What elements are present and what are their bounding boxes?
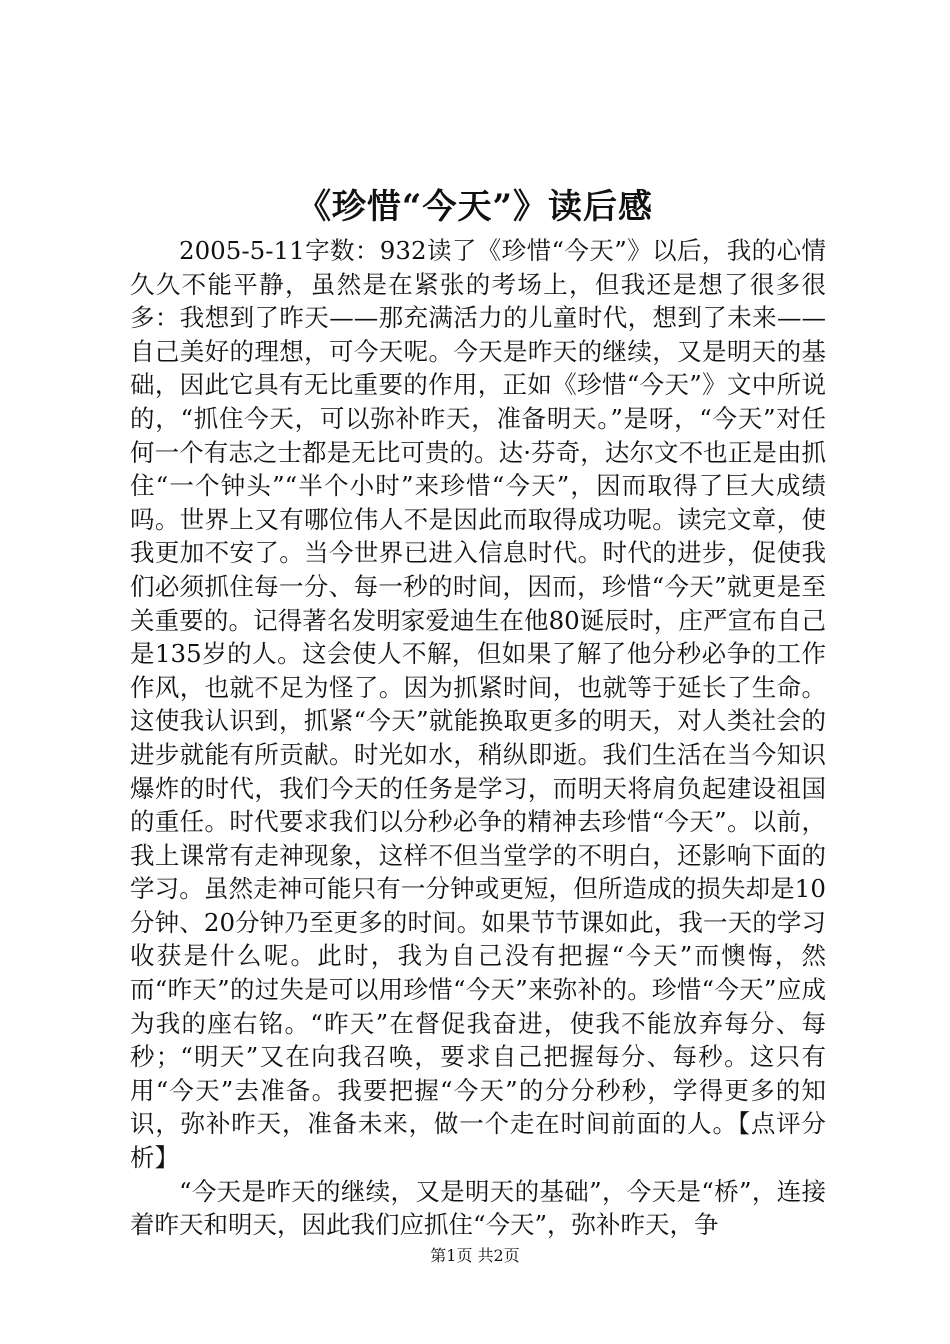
paragraph-2: “今天是昨天的继续，又是明天的基础”，今天是“桥”，连接着昨天和明天，因此我们应抓住“今天”，弥补昨天，争 xyxy=(130,1176,826,1240)
document-title: 《珍惜“今天”》读后感 xyxy=(296,187,654,227)
page-number-footer: 第1页 共2页 xyxy=(430,1246,520,1265)
paragraph-1: 2005-5-11字数：932读了《珍惜“今天”》以后，我的心情久久不能平静，虽然是在紧张的考场上，但我还是想了很多很多：我想到了昨天——那充满活力的儿童时代，想到了未来——自己美好的理想，可今天呢。今天是昨天的继续，又是明天的基础，因此它具有无比重要的作用，正如《珍惜“今天”》文中所说的，“抓住今天，可以弥补昨天，准备明天。”是呀，“今天”对任何一个有志之士都是无比可贵的。达·芬奇，达尔文不也正是由抓住“一个钟头”“半个小时”来珍惜“今天”，因而取得了巨大成绩吗。世界上又有哪位伟人不是因此而取得成功呢。读完文章，使我更加不安了。当今世界已进入信息时代。时代的进步，促使我们必须抓住每一分、每一秒的时间，因而，珍惜“今天”就更是至关重要的。记得著名发明家爱迪生在他80诞辰时，庄严宣布自己是135岁的人。这会使人不解，但如果了解了他分秒必争的工作作风，也就不足为怪了。因为抓紧时间，也就等于延长了生命。这使我认识到，抓紧“今天”就能换取更多的明天，对人类社会的进步就能有所贡献。时光如水，稍纵即逝。我们生活在当今知识爆炸的时代，我们今天的任务是学习，而明天将肩负起建设祖国的重任。时代要求我们以分秒必争的精神去珍惜“今天”。以前，我上课常有走神现象，这样不但当堂学的不明白，还影响下面的学习。虽然走神可能只有一分钟或更短，但所造成的损失却是10分钟、20分钟乃至更多的时间。如果节节课如此，我一天的学习收获是什么呢。此时，我为自己没有把握“今天”而懊悔，然而“昨天”的过失是可以用珍惜“今天”来弥补的。珍惜“今天”应成为我的座右铭。“昨天”在督促我奋进，使我不能放弃每分、每秒；“明天”又在向我召唤，要求自己把握每分、每秒。这只有用“今天”去准备。我要把握“今天”的分分秒秒，学得更多的知识，弥补昨天，准备未来，做一个走在时间前面的人。【点评分析】 xyxy=(130,236,826,1173)
document-body xyxy=(130,234,826,1242)
